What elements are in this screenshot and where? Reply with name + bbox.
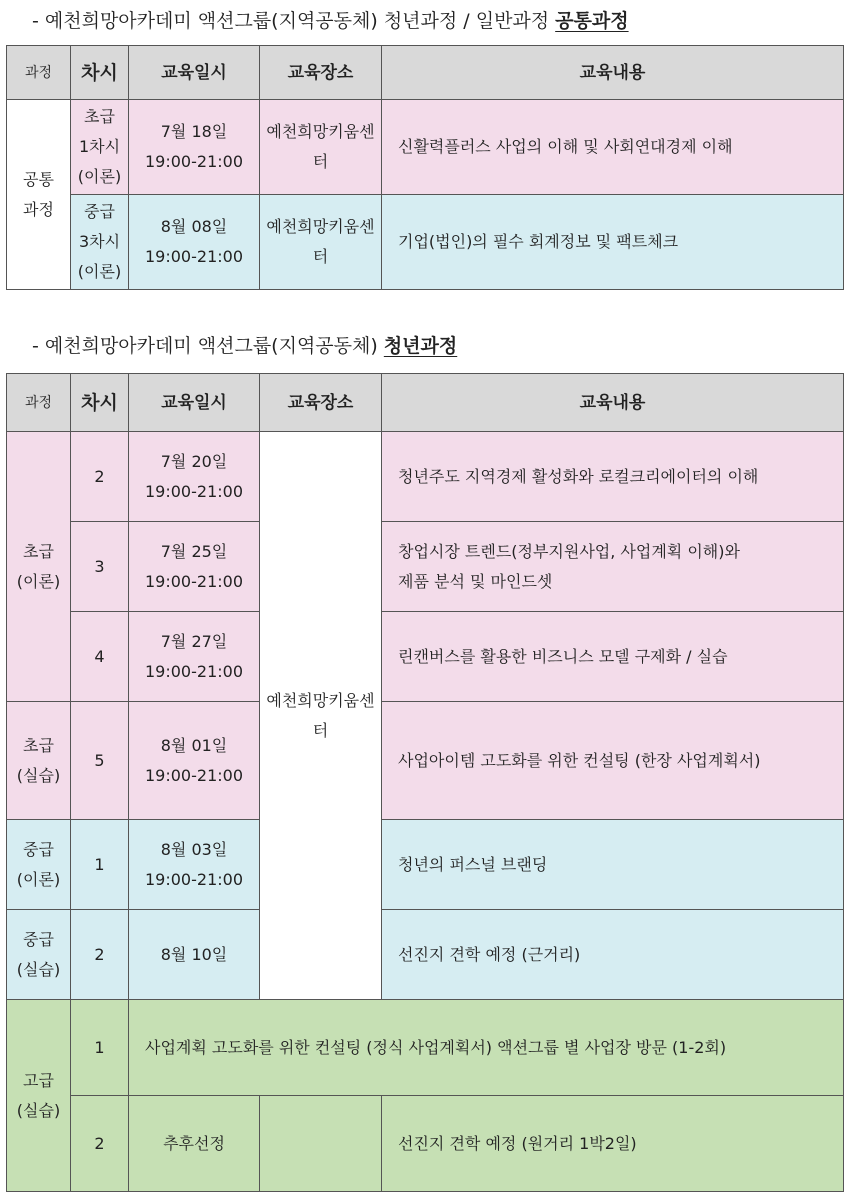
table1-header-row [7,46,844,100]
content-label: 사업계획 고도화를 위한 컨설팅 (정식 사업계획서) 액션그룹 별 사업장 방문 (1-2회) [145,1037,727,1057]
youth-course-table [6,373,844,1192]
section1-heading-emphasis: 공통과정 [555,10,629,32]
table-row [7,195,844,290]
content-cell [382,612,844,702]
content-cell [382,910,844,1000]
merged-content-cell [129,1000,844,1096]
table-row [7,820,844,910]
session-label: 2 [94,1133,105,1153]
header-datetime: 교육일시 [129,46,260,100]
session-cell [71,612,129,702]
session-label: 1 [94,1037,105,1057]
location-label: 예천희망키움센터 [266,690,375,740]
datetime-cell [129,432,260,522]
session-cell [71,100,129,195]
session-label: 3 [94,556,105,576]
datetime-label: 7월 20일 19:00-21:00 [145,451,243,501]
session-label: 4 [94,646,105,666]
content-label: 청년주도 지역경제 활성화와 로컬크리에이터의 이해 [398,466,759,486]
content-cell [382,1096,844,1192]
course-cell [7,1000,71,1192]
course-cell [7,100,71,290]
header-datetime: 교육일시 [129,374,260,432]
course-cell [7,432,71,702]
datetime-label: 7월 27일 19:00-21:00 [145,631,243,681]
session-cell [71,195,129,290]
table-row [7,702,844,820]
location-cell [260,432,382,1000]
content-label: 기업(법인)의 필수 회계정보 및 팩트체크 [398,232,679,251]
course-label: 중급 (실습) [16,929,61,979]
datetime-cell [129,820,260,910]
location-cell [260,100,382,195]
course-label: 공통 과정 [23,169,54,219]
datetime-label: 8월 10일 [160,944,228,964]
header-location: 교육장소 [260,374,382,432]
table-row [7,612,844,702]
datetime-label: 8월 08일 19:00-21:00 [145,217,243,266]
table-row [7,910,844,1000]
datetime-label: 8월 01일 19:00-21:00 [145,735,243,785]
table-row [7,1000,844,1096]
course-label: 초급 (실습) [16,735,61,785]
header-course: 과정 [7,46,71,100]
datetime-label: 7월 18일 19:00-21:00 [145,122,243,171]
datetime-cell [129,100,260,195]
session-label: 1 [94,854,105,874]
content-cell [382,100,844,195]
content-cell [382,702,844,820]
header-content: 교육내용 [382,46,844,100]
section2-heading-emphasis: 청년과정 [383,335,458,357]
session-cell [71,432,129,522]
header-location: 교육장소 [260,46,382,100]
content-cell [382,432,844,522]
section1-heading [32,6,629,33]
course-cell [7,820,71,910]
datetime-cell [129,702,260,820]
datetime-cell [129,1096,260,1192]
session-cell [71,702,129,820]
location-cell [260,195,382,290]
course-label: 고급 (실습) [16,1070,61,1120]
course-cell [7,910,71,1000]
session-cell [71,522,129,612]
course-label: 초급 (이론) [16,541,61,591]
content-label: 창업시장 트렌드(정부지원사업, 사업계획 이해)와 제품 분석 및 마인드셋 [398,541,740,591]
location-label: 예천희망키움센터 [266,217,375,266]
content-label: 신활력플러스 사업의 이해 및 사회연대경제 이해 [398,137,733,156]
header-content: 교육내용 [382,374,844,432]
session-cell [71,910,129,1000]
datetime-cell [129,195,260,290]
datetime-cell [129,522,260,612]
session-cell [71,1096,129,1192]
header-course: 과정 [7,374,71,432]
table-row [7,100,844,195]
content-label: 선진지 견학 예정 (근거리) [398,944,581,964]
course-cell [7,702,71,820]
table-row [7,1096,844,1192]
content-label: 사업아이템 고도화를 위한 컨설팅 (한장 사업계획서) [398,750,761,770]
session-label: 중급 3차시 (이론) [77,202,122,281]
session-cell [71,820,129,910]
table2-header-row [7,374,844,432]
session-label: 5 [94,750,105,770]
header-session: 차시 [71,374,129,432]
content-label: 린캔버스를 활용한 비즈니스 모델 구제화 / 실습 [398,646,728,666]
section1-heading-prefix: - 예천희망아카데미 액션그룹(지역공동체) 청년과정 / 일반과정 [32,10,556,32]
session-label: 초급 1차시 (이론) [77,107,122,186]
content-cell [382,820,844,910]
header-session: 차시 [71,46,129,100]
datetime-label: 7월 25일 19:00-21:00 [145,541,243,591]
common-course-table [6,45,844,290]
session-label: 2 [94,944,105,964]
session-label: 2 [94,466,105,486]
session-cell [71,1000,129,1096]
content-label: 선진지 견학 예정 (원거리 1박2일) [398,1133,637,1153]
table-row [7,522,844,612]
section2-heading-prefix: - 예천희망아카데미 액션그룹(지역공동체) [32,335,384,357]
table-row [7,432,844,522]
content-label: 청년의 퍼스널 브랜딩 [398,854,548,874]
location-label: 예천희망키움센터 [266,122,375,171]
course-label: 중급 (이론) [16,839,61,889]
datetime-label: 추후선정 [163,1133,225,1153]
datetime-label: 8월 03일 19:00-21:00 [145,839,243,889]
content-cell [382,522,844,612]
datetime-cell [129,612,260,702]
datetime-cell [129,910,260,1000]
content-cell [382,195,844,290]
location-cell [260,1096,382,1192]
section2-heading [32,331,457,358]
